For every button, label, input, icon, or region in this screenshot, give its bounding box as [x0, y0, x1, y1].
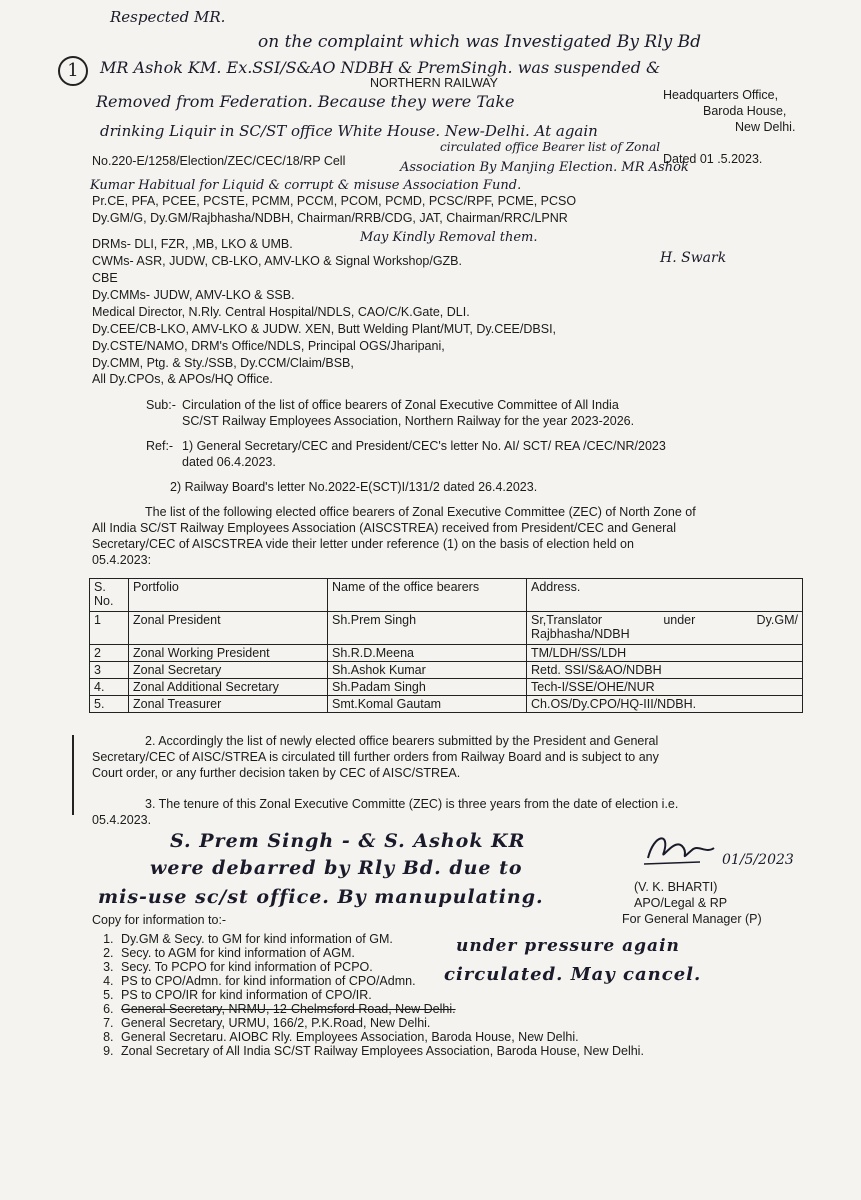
- table-row: [90, 696, 803, 713]
- cell-name: Sh.Prem Singh: [328, 612, 527, 645]
- addressee-line: Dy.CSTE/NAMO, DRM's Office/NDLS, Principal OGS/Jharipani,: [92, 339, 445, 353]
- list-item: 2. Secy. to AGM for kind information of AGM.: [117, 946, 797, 960]
- header-sno: S. No.: [90, 579, 129, 612]
- signature-scribble: [640, 828, 720, 868]
- cell-address: Retd. SSI/S&AO/NDBH: [527, 662, 803, 679]
- signature-date: 01/5/2023: [722, 852, 794, 868]
- list-item: 3. Secy. To PCPO for kind information of PCPO.: [117, 960, 797, 974]
- address-part: Sr,Translator: [531, 613, 603, 627]
- addressee-line: Medical Director, N.Rly. Central Hospital/NDLS, CAO/C/K.Gate, DLI.: [92, 305, 470, 319]
- reference-line: 1) General Secretary/CEC and President/CEC's letter No. AI/ SCT/ REA /CEC/NR/2023: [182, 439, 666, 453]
- cell-name: Sh.Ashok Kumar: [328, 662, 527, 679]
- header-address: Address.: [527, 579, 803, 612]
- body-paragraph-line: 3. The tenure of this Zonal Executive Committe (ZEC) is three years from the date of election i.e.: [145, 797, 679, 811]
- subject-line: SC/ST Railway Employees Association, Northern Railway for the year 2023-2026.: [182, 414, 635, 428]
- cell-portfolio: Zonal Secretary: [129, 662, 328, 679]
- cell-name: Smt.Komal Gautam: [328, 696, 527, 713]
- office-bearers-table: [89, 578, 803, 713]
- addressee-line: CWMs- ASR, JUDW, CB-LKO, AMV-LKO & Signal Workshop/GZB.: [92, 254, 462, 268]
- handwritten-note-line: on the complaint which was Investigated By Rly Bd: [258, 32, 702, 52]
- table-row: [90, 679, 803, 696]
- addressee-line: DRMs- DLI, FZR, ,MB, LKO & UMB.: [92, 237, 293, 251]
- body-paragraph-line: 05.4.2023.: [92, 813, 152, 827]
- cell-portfolio: Zonal Additional Secretary: [129, 679, 328, 696]
- margin-pen-mark: [72, 735, 74, 815]
- cell-sno: 4.: [90, 679, 129, 696]
- handwritten-note-line: Kumar Habitual for Liquid & corrupt & misuse Association Fund.: [90, 178, 522, 193]
- handwritten-salutation: Respected MR.: [110, 8, 226, 26]
- cell-address: [527, 612, 803, 645]
- organization-name: NORTHERN RAILWAY: [370, 76, 499, 90]
- handwritten-note-line: mis-use sc/st office. By manupulating.: [98, 886, 544, 908]
- office-address-line: Headquarters Office,: [663, 88, 779, 102]
- subject-line: Circulation of the list of office bearers of Zonal Executive Committee of All India: [182, 398, 619, 412]
- office-address-line: Baroda House,: [703, 104, 787, 118]
- copy-to-list: [92, 932, 797, 1058]
- reference-line: dated 06.4.2023.: [182, 455, 276, 469]
- cell-portfolio: Zonal Treasurer: [129, 696, 328, 713]
- handwritten-note-line: circulated office Bearer list of Zonal: [440, 140, 661, 154]
- body-paragraph-line: Secretary/CEC of AISC/STREA is circulated till further orders from Railway Board and is subject to any: [92, 750, 659, 764]
- cell-sno: 2: [90, 645, 129, 662]
- address-part: under: [663, 613, 696, 627]
- cell-portfolio: Zonal President: [129, 612, 328, 645]
- handwritten-note-line: May Kindly Removal them.: [360, 230, 538, 245]
- subject-label: Sub:-: [146, 398, 176, 412]
- header-name: Name of the office bearers: [328, 579, 527, 612]
- handwritten-note-line: Association By Manjing Election. MR Ashok: [400, 160, 689, 175]
- body-paragraph-line: Court order, or any further decision taken by CEC of AISC/STREA.: [92, 766, 461, 780]
- handwritten-note-line: drinking Liquir in SC/ST office White House. New-Delhi. At again: [100, 122, 598, 140]
- cell-name: Sh.R.D.Meena: [328, 645, 527, 662]
- address-part: Rajbhasha/NDBH: [531, 627, 630, 641]
- signatory-for: For General Manager (P): [622, 912, 762, 926]
- handwritten-note-line: MR Ashok KM. Ex.SSI/S&AO NDBH & PremSingh. was suspended &: [100, 58, 661, 77]
- table-row: [90, 612, 803, 645]
- cell-sno: 3: [90, 662, 129, 679]
- header-portfolio: Portfolio: [129, 579, 328, 612]
- reference-line: 2) Railway Board's letter No.2022-E(SCT)I/131/2 dated 26.4.2023.: [170, 480, 538, 494]
- list-item: 8. General Secretaru. AIOBC Rly. Employees Association, Baroda House, New Delhi.: [117, 1030, 797, 1044]
- circled-number-mark: 1: [58, 56, 88, 86]
- list-item: 5. PS to CPO/IR for kind information of CPO/IR.: [117, 988, 797, 1002]
- addressee-line: Dy.CMM, Ptg. & Sty./SSB, Dy.CCM/Claim/BSB,: [92, 356, 354, 370]
- handwritten-note-line: S. Prem Singh - & S. Ashok KR: [170, 830, 526, 852]
- addressee-line: Dy.CEE/CB-LKO, AMV-LKO & JUDW. XEN, Butt Welding Plant/MUT, Dy.CEE/DBSI,: [92, 322, 557, 336]
- table-row: [90, 662, 803, 679]
- addressee-line: Pr.CE, PFA, PCEE, PCSTE, PCMM, PCCM, PCOM, PCMD, PCSC/RPF, PCME, PCSO: [92, 194, 577, 208]
- addressee-line: Dy.GM/G, Dy.GM/Rajbhasha/NDBH, Chairman/RRB/CDG, JAT, Chairman/RRC/LPNR: [92, 211, 568, 225]
- list-item: 7. General Secretary, URMU, 166/2, P.K.Road, New Delhi.: [117, 1016, 797, 1030]
- handwritten-note-line: Removed from Federation. Because they were Take: [96, 92, 515, 111]
- office-address-line: New Delhi.: [735, 120, 796, 134]
- body-paragraph-line: The list of the following elected office bearers of Zonal Executive Committee (ZEC) of North Zone of: [145, 505, 696, 519]
- cell-name: Sh.Padam Singh: [328, 679, 527, 696]
- table-row: [90, 645, 803, 662]
- table-header-row: [90, 579, 803, 612]
- body-paragraph-line: 2. Accordingly the list of newly elected office bearers submitted by the President and General: [145, 734, 659, 748]
- handwritten-note-line: circulated. May cancel.: [444, 964, 702, 985]
- addressee-line: All Dy.CPOs, & APOs/HQ Office.: [92, 372, 273, 386]
- body-paragraph-line: 05.4.2023:: [92, 553, 152, 567]
- list-item: 1. Dy.GM & Secy. to GM for kind information of GM.: [117, 932, 797, 946]
- addressee-line: CBE: [92, 271, 118, 285]
- cell-sno: 1: [90, 612, 129, 645]
- copy-heading: Copy for information to:-: [92, 913, 227, 927]
- cell-portfolio: Zonal Working President: [129, 645, 328, 662]
- signatory-title: APO/Legal & RP: [634, 896, 728, 910]
- handwritten-note-line: were debarred by Rly Bd. due to: [150, 857, 523, 879]
- signatory-name: (V. K. BHARTI): [634, 880, 718, 894]
- list-item: 4. PS to CPO/Admn. for kind information of CPO/Admn.: [117, 974, 797, 988]
- cell-address: TM/LDH/SS/LDH: [527, 645, 803, 662]
- cell-address: Tech-I/SSE/OHE/NUR: [527, 679, 803, 696]
- address-part: Dy.GM/: [756, 613, 798, 627]
- body-paragraph-line: All India SC/ST Railway Employees Association (AISCSTREA) received from President/CEC and General: [92, 521, 677, 535]
- list-item: 6. General Secretary, NRMU, 12-Chelmsford Road, New Delhi.: [117, 1002, 797, 1016]
- letter-date: Dated 01 .5.2023.: [663, 152, 763, 166]
- addressee-line: Dy.CMMs- JUDW, AMV-LKO & SSB.: [92, 288, 295, 302]
- reference-label: Ref:-: [146, 439, 174, 453]
- handwritten-note-line: under pressure again: [456, 936, 680, 956]
- handwritten-initials: H. Swark: [660, 250, 727, 266]
- cell-address: Ch.OS/Dy.CPO/HQ-III/NDBH.: [527, 696, 803, 713]
- body-paragraph-line: Secretary/CEC of AISCSTREA vide their letter under reference (1) on the basis of election held on: [92, 537, 634, 551]
- cell-sno: 5.: [90, 696, 129, 713]
- letter-number: No.220-E/1258/Election/ZEC/CEC/18/RP Cell: [92, 154, 346, 168]
- list-item: 9. Zonal Secretary of All India SC/ST Railway Employees Association, Baroda House, New Delhi.: [117, 1044, 797, 1058]
